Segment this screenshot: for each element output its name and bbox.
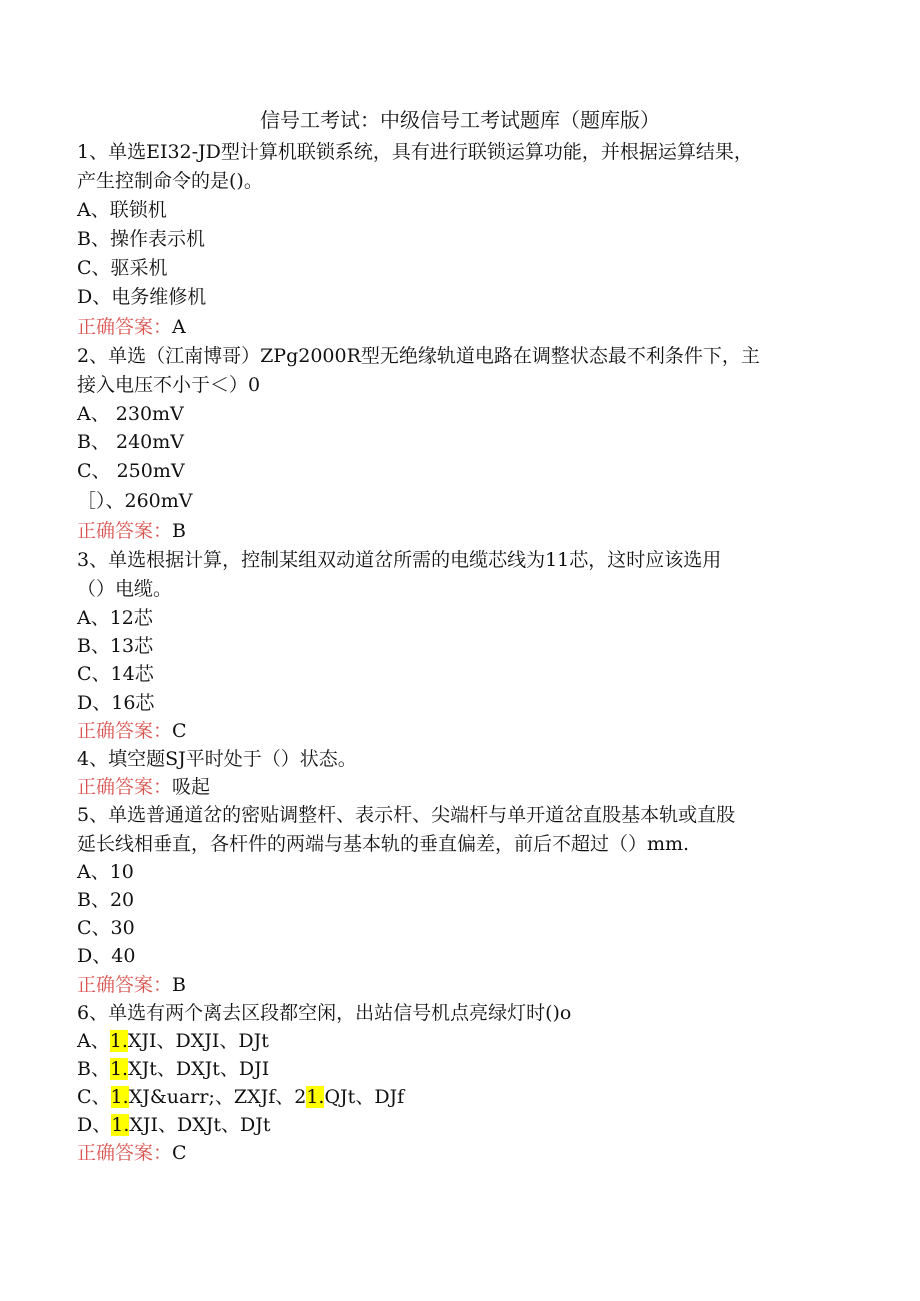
question-5-option-d: D、40 <box>77 945 136 967</box>
question-3-option-c: C、14芯 <box>77 663 154 685</box>
question-3-answer-label: 正确答案： <box>77 720 173 742</box>
question-4-answer-value: 吸起 <box>172 776 211 798</box>
question-6-option-b-highlight: 1. <box>109 1058 129 1080</box>
question-5-answer-line <box>77 971 186 999</box>
question-6-option-b-prefix: B、 <box>77 1058 110 1080</box>
question-1-stem-line-1: 1、单选EI32-JD型计算机联锁系统，具有进行联锁运算功能，并根据运算结果， <box>77 141 753 163</box>
question-5-option-b: B、20 <box>77 889 135 911</box>
question-4-answer-line <box>77 773 210 801</box>
question-2-answer-value: B <box>172 520 186 542</box>
question-2-answer-label: 正确答案： <box>77 520 173 542</box>
question-3-answer-value: C <box>172 720 187 742</box>
question-6-option-d <box>77 1111 271 1139</box>
question-5-answer-value: B <box>172 974 186 996</box>
question-5-answer-label: 正确答案： <box>77 974 173 996</box>
question-2-option-c: C、 250mV <box>77 460 185 482</box>
question-6-option-a-text: XJI、DXJI、DJt <box>127 1030 269 1052</box>
question-1-stem-line-2: 产生控制命令的是()。 <box>77 170 263 192</box>
question-2-stem-line-2: 接入电压不小于＜）0 <box>77 374 261 396</box>
question-6-stem-line-1: 6、单选有两个离去区段都空闲，出站信号机点亮绿灯时()o <box>77 1002 572 1024</box>
question-6-option-c-highlight-2: 1. <box>306 1086 325 1108</box>
question-6-option-c-text-2: QJt、DJf <box>324 1086 405 1108</box>
question-1-option-c: C、驱采机 <box>77 257 168 279</box>
question-4-answer-label: 正确答案： <box>77 776 173 798</box>
document-title: 信号工考试：中级信号工考试题库（题库版） <box>260 108 660 132</box>
question-6-option-a <box>77 1027 269 1055</box>
question-2-option-d: ［）、260mV <box>77 490 193 512</box>
question-6-option-c <box>77 1083 404 1111</box>
question-6-option-b <box>77 1055 269 1083</box>
question-1-answer-value: A <box>172 316 186 338</box>
question-1-option-a: A、联锁机 <box>77 199 167 221</box>
question-6-answer-label: 正确答案： <box>77 1142 173 1164</box>
question-2-option-b: B、 240mV <box>77 431 185 453</box>
question-6-option-b-text: XJt、DXJt、DJI <box>128 1058 270 1080</box>
question-3-option-d: D、16芯 <box>77 692 155 714</box>
question-6-option-d-prefix: D、 <box>77 1114 112 1136</box>
question-6-answer-value: C <box>172 1142 187 1164</box>
question-5-option-c: C、30 <box>77 917 135 939</box>
question-5-stem-line-1: 5、单选普通道岔的密贴调整杆、表示杆、尖端杆与单开道岔直股基本轨或直股 <box>77 804 736 826</box>
question-2-stem-line-1: 2、单选（江南博哥）ZPg2000R型无绝缘轨道电路在调整状态最不利条件下，主 <box>77 345 760 367</box>
question-5-option-a: A、10 <box>77 861 134 883</box>
question-3-stem-line-1: 3、单选根据计算，控制某组双动道岔所需的电缆芯线为11芯，这时应该选用 <box>77 549 722 571</box>
question-6-option-a-highlight: 1. <box>109 1030 128 1052</box>
question-6-option-c-text: XJ&uarr;、ZXJf、2 <box>128 1086 307 1108</box>
question-4-stem-line-1: 4、填空题SJ平时处于（）状态。 <box>77 748 357 770</box>
question-6-answer-line <box>77 1139 187 1167</box>
question-6-option-c-highlight: 1. <box>110 1086 129 1108</box>
question-5-stem-line-2: 延长线相垂直，各杆件的两端与基本轨的垂直偏差，前后不超过（）mm. <box>77 833 690 855</box>
question-1-answer-line <box>77 313 186 341</box>
question-3-option-a: A、12芯 <box>77 607 153 629</box>
question-6-option-a-prefix: A、 <box>77 1030 110 1052</box>
question-2-answer-line <box>77 517 186 545</box>
question-6-option-d-text: XJI、DXJt、DJt <box>129 1114 271 1136</box>
question-3-option-b: B、13芯 <box>77 635 154 657</box>
question-3-stem-line-2: （）电缆。 <box>77 578 173 600</box>
question-1-option-b: B、操作表示机 <box>77 228 205 250</box>
question-6-option-d-highlight: 1. <box>111 1114 130 1136</box>
question-1-answer-label: 正确答案： <box>77 316 173 338</box>
question-2-option-a: A、 230mV <box>77 403 184 425</box>
question-6-option-c-prefix: C、 <box>77 1086 111 1108</box>
question-3-answer-line <box>77 717 187 745</box>
question-1-option-d: D、电务维修机 <box>77 286 207 308</box>
